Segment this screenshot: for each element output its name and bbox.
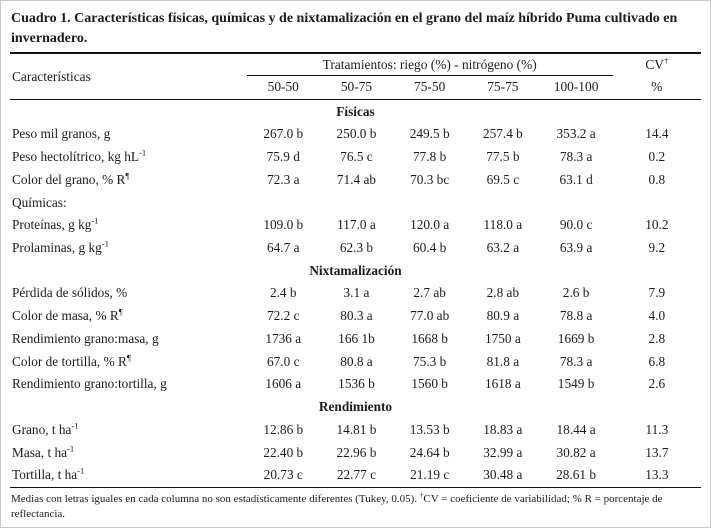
value-cell: 22.40 b <box>263 444 304 460</box>
section-header-rendimiento: Rendimiento <box>318 399 393 415</box>
value-cell: 77.5 b <box>486 149 520 165</box>
row-label: Proteínas, g $kg^{-1}$ <box>12 215 99 233</box>
table-title: Cuadro 1. Características físicas, químicas y de nixtamalización en el grano del maíz híbrido Puma cultivado en invernadero. <box>11 11 678 46</box>
value-cell: 3.1 a <box>343 285 370 301</box>
value-cell: 63.1 d <box>559 171 593 187</box>
row-label: Grano, t $ha^{-1}$ <box>12 420 79 437</box>
col-header-100-100: 100-100 <box>553 79 599 95</box>
cv-cell: 9.2 <box>648 239 666 255</box>
value-cell: 80.8 a <box>340 353 373 369</box>
footnote <box>11 492 700 522</box>
row-label: Rendimiento grano:tortilla, g <box>12 376 167 392</box>
cv-cell: 7.9 <box>648 285 666 301</box>
value-cell: 1669 b <box>557 330 595 346</box>
section-header-fisicas: Físicas <box>336 103 375 119</box>
value-cell: 75.9 d <box>266 149 300 165</box>
value-cell: 64.7 a <box>267 239 300 255</box>
table-body <box>10 100 701 487</box>
cv-cell: 14.4 <box>645 126 669 142</box>
value-cell: 80.9 a <box>486 308 520 324</box>
table-row <box>10 441 701 464</box>
value-cell: 72.3 a <box>267 171 300 187</box>
table-row <box>10 146 701 169</box>
row-label: Color de tortilla, % R¶ <box>12 352 131 369</box>
table-row <box>10 214 701 237</box>
value-cell: 118.0 a <box>483 217 523 233</box>
value-cell: 63.2 a <box>486 239 520 255</box>
table-row <box>10 305 701 328</box>
row-label: Peso hectolítrico, kg $hL^{-1}$ <box>12 147 147 165</box>
cv-cell: 0.8 <box>648 171 666 187</box>
value-cell: 76.5 c <box>340 149 373 165</box>
value-cell: 12.86 b <box>263 421 304 437</box>
value-cell: 22.77 c <box>336 467 377 483</box>
value-cell: 21.19 c <box>410 467 450 483</box>
table-row <box>10 168 701 191</box>
footnote-text-2: CV = coeficiente de variabilidad; % R = porcentaje de reflectancia. <box>11 492 663 520</box>
value-cell: 1549 b <box>557 376 595 392</box>
col-header-characteristics: Características <box>12 68 91 84</box>
value-cell: 2.7 ab <box>413 285 446 301</box>
col-header-50-50: 50-50 <box>267 79 299 95</box>
table-row <box>10 328 701 351</box>
cv-cell: 13.3 <box>645 467 669 483</box>
value-cell: 78.8 a <box>559 308 593 324</box>
value-cell: 78.3 a <box>559 149 593 165</box>
value-cell: 2.6 b <box>562 285 590 301</box>
value-cell: 2.4 b <box>269 285 297 301</box>
cv-cell: 13.7 <box>645 444 669 460</box>
value-cell: 62.3 b <box>339 239 374 255</box>
value-cell: 78.3 a <box>559 353 593 369</box>
table-header <box>10 53 701 100</box>
cv-cell: 11.3 <box>645 421 669 437</box>
value-cell: 1560 b <box>411 376 448 392</box>
value-cell: 1750 a <box>484 330 521 346</box>
value-cell: 14.81 b <box>336 421 377 437</box>
value-cell: 80.3 a <box>340 308 373 324</box>
cv-dagger: † <box>663 55 669 66</box>
value-cell: 1606 a <box>265 376 302 392</box>
row-label: Color de masa, % R¶ <box>12 306 123 324</box>
row-label: Masa, t $ha^{-1}$ <box>12 443 75 460</box>
row-label: Color del grano, % R¶ <box>12 170 130 187</box>
value-cell: 63.9 a <box>559 239 593 255</box>
value-cell: 24.64 b <box>409 444 450 460</box>
value-cell: 109.0 b <box>263 217 304 233</box>
value-cell: 75.3 b <box>413 353 447 369</box>
footnote-dagger: † <box>419 491 424 500</box>
col-header-treatments: Tratamientos: riego (%) - nitrógeno (%) <box>247 53 613 76</box>
value-cell: 20.73 c <box>263 467 303 483</box>
cv-cell: 2.6 <box>648 376 666 392</box>
row-label: Prolaminas, g $kg^{-1}$ <box>12 238 109 255</box>
cv-cell: 6.8 <box>648 353 666 369</box>
value-cell: 1618 a <box>484 376 521 392</box>
value-cell: 77.8 b <box>413 149 447 165</box>
col-header-75-50: 75-50 <box>414 79 446 95</box>
row-label: Tortilla, t $ha^{-1}$ <box>12 465 85 483</box>
value-cell: 1536 b <box>338 376 375 392</box>
value-cell: 1668 b <box>411 330 448 346</box>
cv-label: CV <box>645 57 664 73</box>
value-cell: 117.0 a <box>337 217 376 233</box>
value-cell: 60.4 b <box>413 239 447 255</box>
table-row <box>10 464 701 487</box>
value-cell: 166 1b <box>338 330 375 346</box>
value-cell: 28.61 b <box>556 467 597 483</box>
table-row <box>10 123 701 146</box>
value-cell: 72.2 c <box>267 308 300 324</box>
value-cell: 257.4 b <box>482 126 523 142</box>
value-cell: 249.5 b <box>409 126 450 142</box>
table-row <box>10 418 701 441</box>
value-cell: 13.53 b <box>409 421 450 437</box>
table-row <box>10 282 701 305</box>
cv-cell: 2.8 <box>648 330 666 346</box>
cv-cell: 4.0 <box>648 308 666 324</box>
table-row <box>10 350 701 373</box>
col-header-cv <box>613 53 701 76</box>
section-header-nixtamalizacion: Nixtamalización <box>309 262 402 278</box>
cv-cell: 0.2 <box>648 149 666 165</box>
cv-cell: 10.2 <box>645 217 669 233</box>
value-cell: 67.0 c <box>267 353 300 369</box>
value-cell: 267.0 b <box>263 126 304 142</box>
value-cell: 18.83 a <box>483 421 523 437</box>
value-cell: 70.3 bc <box>410 171 450 187</box>
value-cell: 18.44 a <box>556 421 596 437</box>
col-header-75-75: 75-75 <box>487 79 519 95</box>
footnote-text-1: Medias con letras iguales en cada columna no son estadísticamente diferentes (Tukey, 0.05). <box>11 492 420 505</box>
col-header-cv-unit: % <box>651 78 663 94</box>
value-cell: 30.82 a <box>556 444 596 460</box>
row-label: Pérdida de sólidos, % <box>12 285 128 301</box>
value-cell: 120.0 a <box>410 217 450 233</box>
value-cell: 77.0 ab <box>410 308 450 324</box>
value-cell: 22.96 b <box>336 444 377 460</box>
row-label: Rendimiento grano:masa, g <box>12 330 159 346</box>
value-cell: 353.2 a <box>556 126 596 142</box>
table-row <box>10 237 701 260</box>
value-cell: 2.8 ab <box>486 285 520 301</box>
data-table <box>10 52 701 487</box>
row-label: Peso mil granos, g <box>12 126 111 142</box>
col-header-50-75: 50-75 <box>340 79 373 95</box>
table-row <box>10 373 701 396</box>
value-cell: 32.99 a <box>483 444 523 460</box>
value-cell: 69.5 c <box>486 171 520 187</box>
value-cell: 81.8 a <box>486 353 520 369</box>
value-cell: 1736 a <box>265 330 302 346</box>
subsection-quimicas: Químicas: <box>12 194 67 210</box>
value-cell: 71.4 ab <box>336 171 377 187</box>
value-cell: 30.48 a <box>483 467 523 483</box>
value-cell: 90.0 c <box>559 217 593 233</box>
value-cell: 250.0 b <box>336 126 377 142</box>
